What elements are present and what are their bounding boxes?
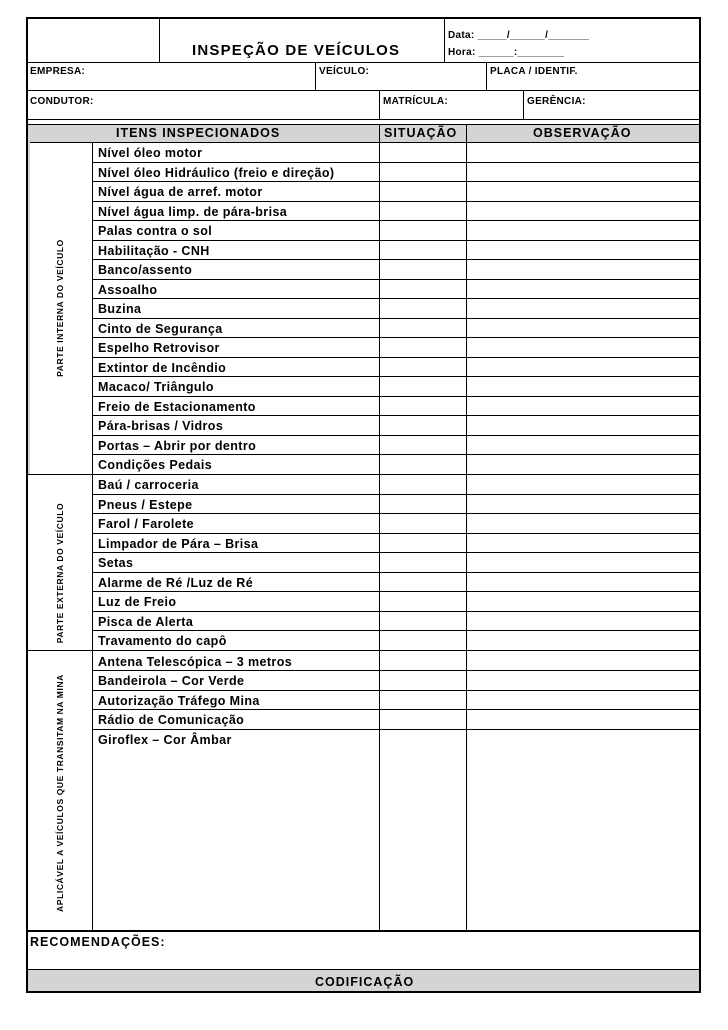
divider — [486, 62, 487, 90]
row-divider — [92, 513, 699, 514]
column-header-itens: ITENS INSPECIONADOS — [116, 126, 281, 140]
list-item: Banco/assento — [98, 263, 193, 277]
row-divider — [92, 709, 699, 710]
row-divider — [92, 220, 699, 221]
section-band — [28, 142, 30, 474]
row-divider — [92, 670, 699, 671]
list-item: Portas – Abrir por dentro — [98, 439, 257, 453]
codificacao-label: CODIFICAÇÃO — [315, 975, 415, 989]
row-divider — [92, 259, 699, 260]
list-item: Condições Pedais — [98, 458, 213, 472]
row-divider — [92, 181, 699, 182]
row-divider — [92, 533, 699, 534]
list-item: Buzina — [98, 302, 142, 316]
section-label-externa: PARTE EXTERNA DO VEÍCULO — [54, 502, 65, 644]
divider — [28, 930, 699, 932]
list-item: Limpador de Pára – Brisa — [98, 537, 259, 551]
row-divider — [92, 630, 699, 631]
divider — [466, 124, 467, 930]
section-label-mina: APLICÁVEL A VEÍCULOS QUE TRANSITAM NA MINA — [54, 674, 65, 912]
placa-field[interactable]: PLACA / IDENTIF. — [490, 66, 578, 77]
list-item: Freio de Estacionamento — [98, 400, 256, 414]
list-item: Luz de Freio — [98, 595, 177, 609]
list-item: Nível óleo Hidráulico (freio e direção) — [98, 166, 335, 180]
row-divider — [92, 298, 699, 299]
row-divider — [92, 591, 699, 592]
divider — [379, 124, 380, 930]
row-divider — [92, 396, 699, 397]
list-item: Giroflex – Cor Âmbar — [98, 733, 232, 747]
list-item: Assoalho — [98, 283, 158, 297]
divider — [28, 124, 699, 125]
divider — [315, 62, 316, 90]
divider — [523, 90, 524, 119]
list-item: Cinto de Segurança — [98, 322, 223, 336]
list-item: Antena Telescópica – 3 metros — [98, 655, 293, 669]
row-divider — [92, 357, 699, 358]
date-field[interactable]: Data: _____/______/_______ — [448, 30, 590, 41]
list-item: Setas — [98, 556, 134, 570]
row-divider — [92, 690, 699, 691]
divider — [28, 119, 699, 120]
empresa-field[interactable]: EMPRESA: — [30, 66, 86, 77]
divider — [28, 142, 699, 143]
list-item: Autorização Tráfego Mina — [98, 694, 260, 708]
row-divider — [92, 201, 699, 202]
row-divider — [92, 552, 699, 553]
divider — [444, 19, 445, 62]
divider — [28, 62, 699, 63]
row-divider — [92, 376, 699, 377]
divider — [28, 90, 699, 91]
divider — [159, 19, 160, 62]
divider — [379, 90, 380, 119]
section-label-interna: PARTE INTERNA DO VEÍCULO — [54, 239, 65, 377]
matricula-field[interactable]: MATRÍCULA: — [383, 96, 449, 107]
column-header-situacao: SITUAÇÃO — [384, 126, 458, 140]
time-field[interactable]: Hora: ______:________ — [448, 47, 565, 58]
list-item: Pneus / Estepe — [98, 498, 193, 512]
list-item: Palas contra o sol — [98, 224, 213, 238]
row-divider — [92, 435, 699, 436]
list-item: Nível água limp. de pára-brisa — [98, 205, 288, 219]
row-divider — [92, 337, 699, 338]
row-divider — [92, 611, 699, 612]
recomendacoes-field[interactable]: RECOMENDAÇÕES: — [30, 935, 166, 949]
row-divider — [92, 318, 699, 319]
divider — [92, 142, 93, 930]
list-item: Pisca de Alerta — [98, 615, 194, 629]
list-item: Farol / Farolete — [98, 517, 195, 531]
list-item: Bandeirola – Cor Verde — [98, 674, 245, 688]
list-item: Alarme de Ré /Luz de Ré — [98, 576, 254, 590]
list-item: Nível óleo motor — [98, 146, 203, 160]
divider — [28, 474, 699, 475]
row-divider — [92, 162, 699, 163]
list-item: Rádio de Comunicação — [98, 713, 245, 727]
veiculo-field[interactable]: VEÍCULO: — [319, 66, 370, 77]
divider — [28, 650, 699, 651]
row-divider — [92, 494, 699, 495]
list-item: Extintor de Incêndio — [98, 361, 227, 375]
row-divider — [92, 279, 699, 280]
list-item: Habilitação - CNH — [98, 244, 210, 258]
row-divider — [92, 240, 699, 241]
row-divider — [92, 572, 699, 573]
condutor-field[interactable]: CONDUTOR: — [30, 96, 94, 107]
list-item: Nível água de arref. motor — [98, 185, 263, 199]
row-divider — [92, 415, 699, 416]
gerencia-field[interactable]: GERÊNCIA: — [527, 96, 586, 107]
row-divider — [92, 454, 699, 455]
row-divider — [92, 729, 699, 730]
page-title: INSPEÇÃO DE VEÍCULOS — [192, 42, 401, 59]
list-item: Baú / carroceria — [98, 478, 199, 492]
list-item: Espelho Retrovisor — [98, 341, 220, 355]
list-item: Travamento do capô — [98, 634, 227, 648]
list-item: Pára-brisas / Vidros — [98, 419, 224, 433]
list-item: Macaco/ Triângulo — [98, 380, 214, 394]
column-header-observacao: OBSERVAÇÃO — [533, 126, 632, 140]
inspection-form — [26, 17, 701, 993]
